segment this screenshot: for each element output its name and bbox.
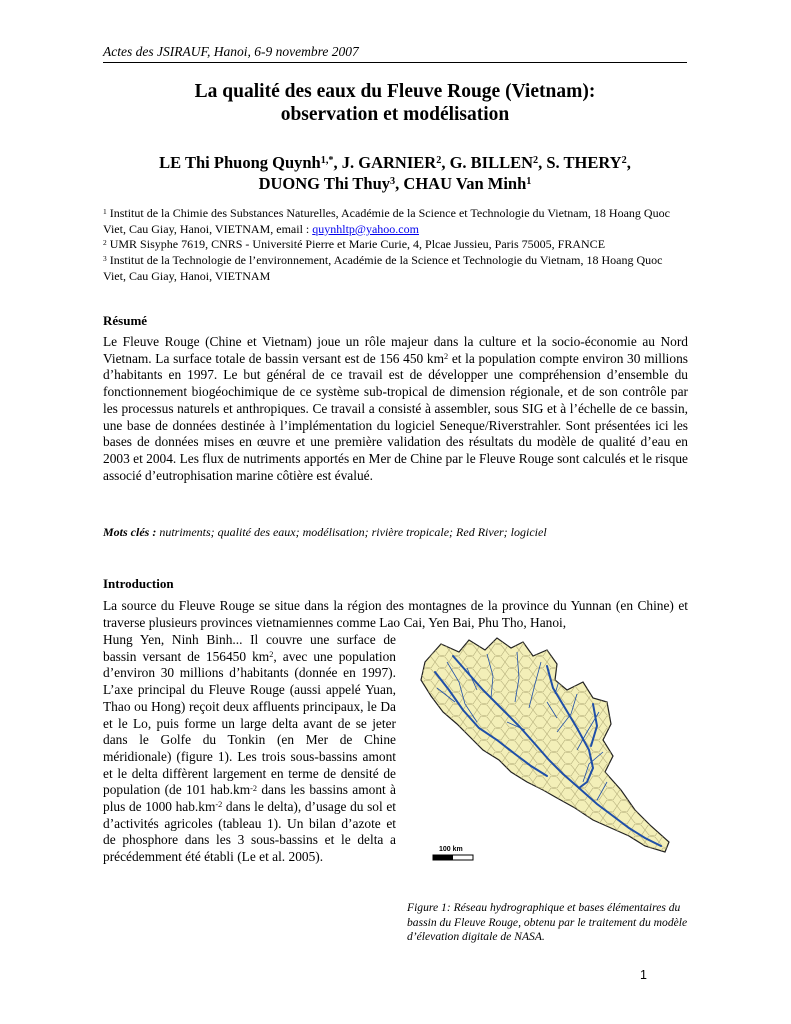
- page-number: 1: [640, 968, 647, 982]
- author-name: G. BILLEN: [449, 153, 534, 172]
- basin-map-svg: [407, 632, 683, 890]
- resume-paragraph: [103, 334, 688, 484]
- title-line-2: observation et modélisation: [280, 104, 510, 125]
- figure-1-map: [407, 632, 683, 890]
- author-line-1: LE Thi Phuong Quynh$^{1,*}$, J. GARNIER$^2$, G. BILLEN$^2$, S. THERY$^2$,: [159, 153, 631, 172]
- affiliation-text: Institut de la Technologie de l’environnement, Académie de la Science et Technologie du Vietnam, 18 Hoang Quoc Viet, Cau Giay, Hanoi, VIETNAM: [103, 253, 663, 283]
- resume-sup: 2: [444, 351, 449, 361]
- author-list: [103, 152, 687, 194]
- author-line-2: DUONG Thi Thuy$^3$, CHAU Van Minh$^1$: [258, 174, 532, 193]
- running-header: Actes des JSIRAUF, Hanoi, 6-9 novembre 2007: [103, 44, 359, 59]
- scale-bar: [433, 846, 473, 860]
- introduction-paragraph-column: [103, 632, 396, 866]
- keywords: [103, 525, 703, 540]
- affiliation-text: Institut de la Chimie des Substances Naturelles, Académie de la Science et Technologie du Vietnam, 18 Hoang Quoc Viet, Cau Giay, Hanoi, VIETNAM, email :: [103, 206, 670, 236]
- affiliations: [103, 206, 687, 285]
- figure-caption: Figure 1: Réseau hydrographique et bases élémentaires du bassin du Fleuve Rouge, obtenu par le traitement du modèle d’élevation digitale de NASA.: [407, 901, 688, 944]
- paper-title: [103, 80, 687, 126]
- affiliation-1: [103, 206, 687, 237]
- author-name: J. GARNIER: [341, 153, 437, 172]
- intro-text: Hung Yen, Ninh Binh... Il couvre une surface de bassin versant de 156450 km: [103, 632, 396, 664]
- affiliation-3: [103, 253, 687, 284]
- affiliation-number: 1: [103, 206, 107, 216]
- email-link[interactable]: quynhltp@yahoo.com: [312, 221, 419, 236]
- intro-text: , avec une population d’environ 30 millions d’habitants (donnée en 1997). L’axe principal du Fleuve Rouge (aussi appelé Yuan, Thao ou Hong) reçoit deux affluents principaux, le Da et le Lo, puis forme un large delta avant de se jeter dans le Golfe du Tonkin (en Mer de Chine méridionale) (figure 1). Les trois sous-bassins amont et le delta diffèrent largement en terme de densité de population (de 101 hab.km: [103, 648, 396, 798]
- scale-label: 100 km: [439, 846, 463, 853]
- intro-text: dans le delta), d’usage du sol et d’activités agricoles (tableau 1). Un bilan d’azote et de phosphore dans les 3 sous-bassins et le delta a précédemment été établi (Le et al. 2005).: [103, 799, 397, 865]
- author-affil-sup: 3: [390, 176, 396, 188]
- keywords-text: nutriments; qualité des eaux; modélisation; rivière tropicale; Red River; logiciel: [156, 525, 547, 539]
- author-affil-sup: 2: [436, 155, 442, 167]
- author-name: DUONG Thi Thuy: [258, 174, 391, 193]
- intro-text: dans les bassins amont à plus de 1000 hab.km: [103, 782, 397, 815]
- author-name: CHAU Van Minh: [403, 174, 527, 193]
- author-affil-sup: 1: [526, 176, 532, 188]
- affiliation-text: UMR Sisyphe 7619, CNRS - Université Pierre et Marie Curie, 4, Plcae Jussieu, Paris 75005, FRANCE: [109, 237, 606, 252]
- author-affil-sup: 2: [621, 155, 627, 167]
- resume-text: et la population compte environ 30 millions d’habitants en 1997. Le but général de ce travail est de développer une compréhension d’ensemble du fonctionnement biogéochimique de ce système sub-tropical de dimension régionale, et de son contrôle par les processus naturels et anthropiques. Ce travail a consisté à assembler, sous SIG et à l’échelle de ce bassin, une base de données destinée à l’implémentation du logiciel Seneque/Riverstrahler. Sont présentées ici les bases de données mises en œuvre et une première validation des résultats du modèle de qualité d’eau en 2003 et 2004. Les flux de nutriments apportés en Mer de Chine par le Fleuve Rouge sont calculés et le risque associé d’eutrophisation marine côtière est évalué.: [103, 350, 688, 483]
- intro-sup: -2: [250, 783, 258, 793]
- title-line-1: La qualité des eaux du Fleuve Rouge (Vietnam):: [194, 81, 596, 102]
- intro-sup: -2: [215, 800, 223, 810]
- intro-sup: 2: [269, 649, 274, 659]
- resume-heading: Résumé: [103, 313, 148, 328]
- affiliation-2: [103, 237, 687, 253]
- author-affil-sup: 2: [533, 155, 539, 167]
- header-rule: [103, 62, 687, 63]
- author-affil-sup: 1,*: [320, 155, 334, 167]
- affiliation-number: 3: [103, 253, 107, 263]
- author-name: LE Thi Phuong Quynh: [159, 153, 321, 172]
- keywords-label: Mots clés :: [103, 525, 157, 539]
- author-name: S. THERY: [546, 153, 622, 172]
- affiliation-number: 2: [103, 238, 107, 248]
- introduction-paragraph-full: La source du Fleuve Rouge se situe dans la région des montagnes de la province du Yunnan (en Chine) et traverse plusieurs provinces vietnamiennes comme Lao Cai, Yen Bai, Phu Tho, Hanoi,: [103, 598, 688, 630]
- resume-text: Le Fleuve Rouge (Chine et Vietnam) joue un rôle majeur dans la culture et la socio-économie au Nord Vietnam. La surface totale de bassin versant est de 156 450 km: [103, 334, 688, 366]
- introduction-heading: Introduction: [103, 576, 174, 591]
